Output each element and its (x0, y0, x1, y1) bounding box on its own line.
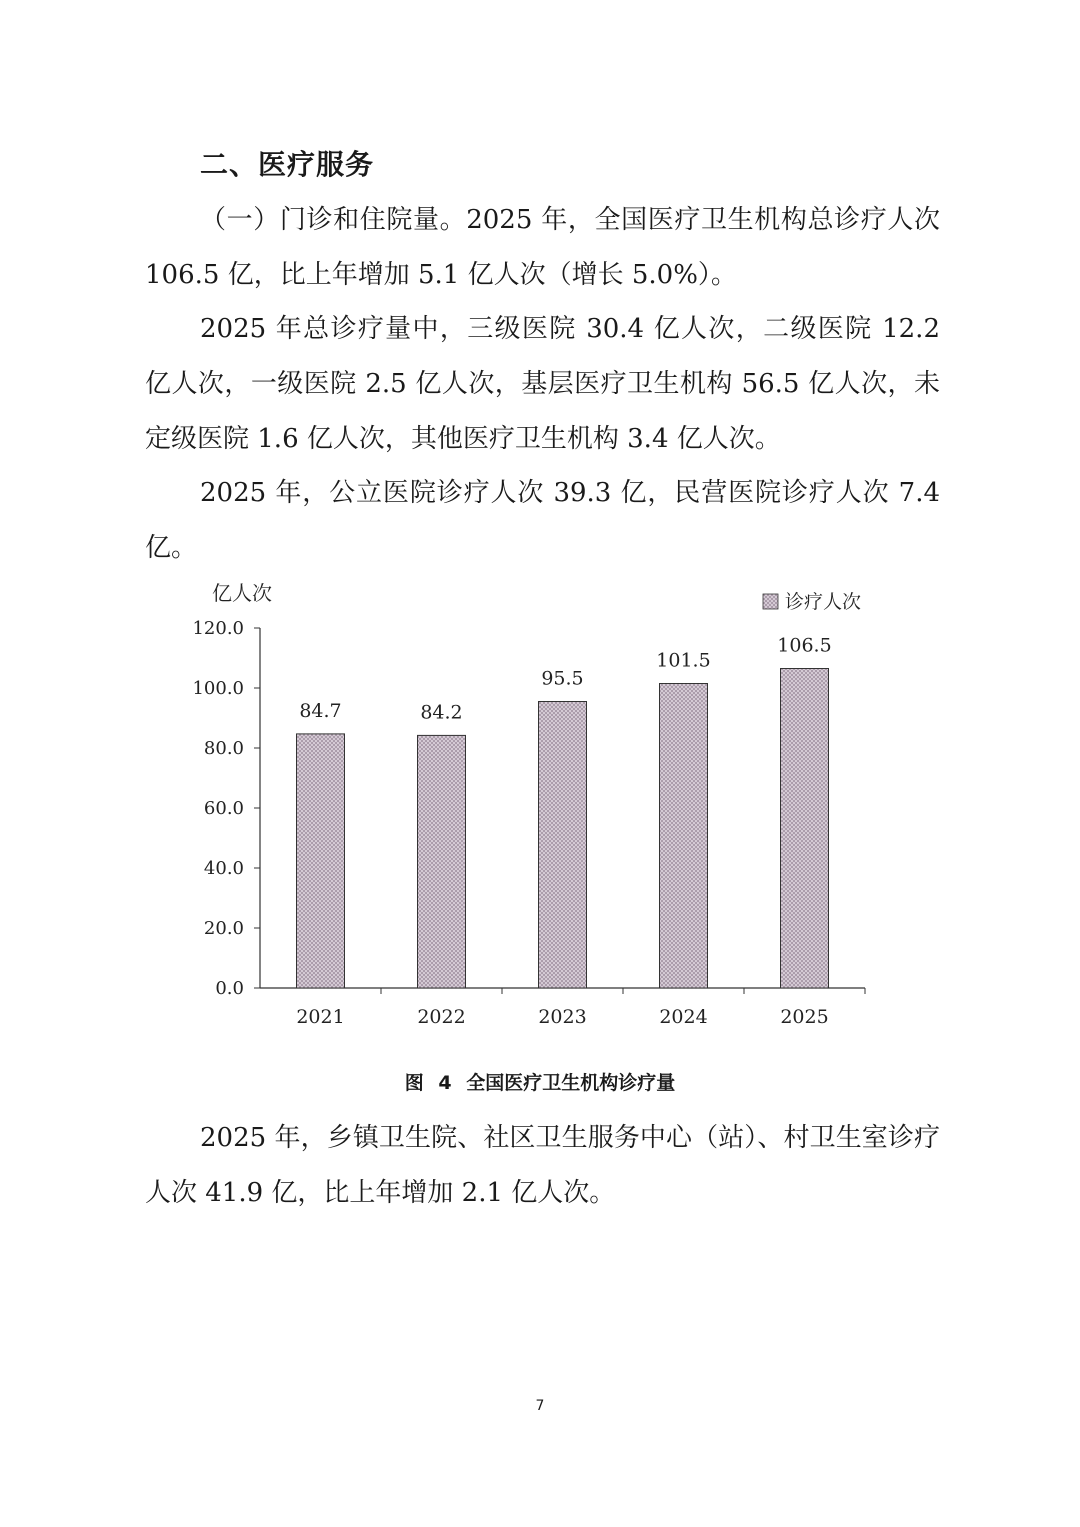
x-tick-label: 2022 (417, 1006, 466, 1028)
paragraph-public-private: 2025 年，公立医院诊疗人次 39.3 亿，民营医院诊疗人次 7.4 亿。 (145, 478, 940, 563)
bar-value-label: 106.5 (777, 634, 832, 657)
y-tick-label: 60.0 (203, 798, 244, 819)
x-tick-label: 2021 (296, 1006, 345, 1028)
paragraph-visits-breakdown: 2025 年总诊疗量中，三级医院 30.4 亿人次，二级医院 12.2 亿人次，一级医院 2.5 亿人次，基层医疗卫生机构 56.5 亿人次，未定级医院 1.6 亿人次，其他医疗卫生机构 3.4 亿人次。 (145, 314, 940, 454)
y-axis-title: 亿人次 (212, 581, 272, 605)
y-tick-label: 20.0 (203, 918, 244, 939)
legend-label: 诊疗人次 (785, 591, 862, 613)
y-axis (192, 618, 260, 999)
bar-2021 (297, 734, 345, 988)
page-number: 7 (535, 1398, 545, 1414)
y-tick-label: 120.0 (192, 618, 244, 639)
bar-value-label: 84.7 (299, 699, 342, 722)
legend-swatch (763, 594, 778, 609)
paragraph-visits-total: （一）门诊和住院量。2025 年，全国医疗卫生机构总诊疗人次 106.5 亿，比上年增加 5.1 亿人次（增长 5.0%）。 (145, 205, 940, 290)
y-tick-label: 100.0 (192, 678, 244, 699)
x-tick-label: 2025 (780, 1006, 829, 1028)
bar-value-label: 101.5 (656, 649, 711, 672)
y-tick-label: 40.0 (203, 858, 244, 879)
paragraph-primary-care: 2025 年，乡镇卫生院、社区卫生服务中心（站）、村卫生室诊疗人次 41.9 亿，比上年增加 2.1 亿人次。 (145, 1123, 940, 1208)
legend (763, 591, 861, 613)
y-tick-label: 0.0 (215, 978, 244, 999)
visits-bar-chart (140, 575, 940, 1045)
x-tick-label: 2023 (538, 1006, 587, 1028)
bar-2023 (539, 702, 587, 989)
x-axis (260, 988, 865, 1028)
bars (297, 635, 832, 989)
section-heading: 二、医疗服务 (200, 148, 375, 181)
bar-value-label: 84.2 (420, 701, 463, 724)
bar-2022 (418, 735, 466, 988)
y-tick-label: 80.0 (203, 738, 244, 759)
bar-value-label: 95.5 (541, 667, 584, 690)
bar-2024 (660, 684, 708, 989)
figure-caption: 图 4 全国医疗卫生机构诊疗量 (404, 1072, 676, 1094)
bar-2025 (781, 669, 829, 989)
x-tick-label: 2024 (659, 1006, 708, 1028)
